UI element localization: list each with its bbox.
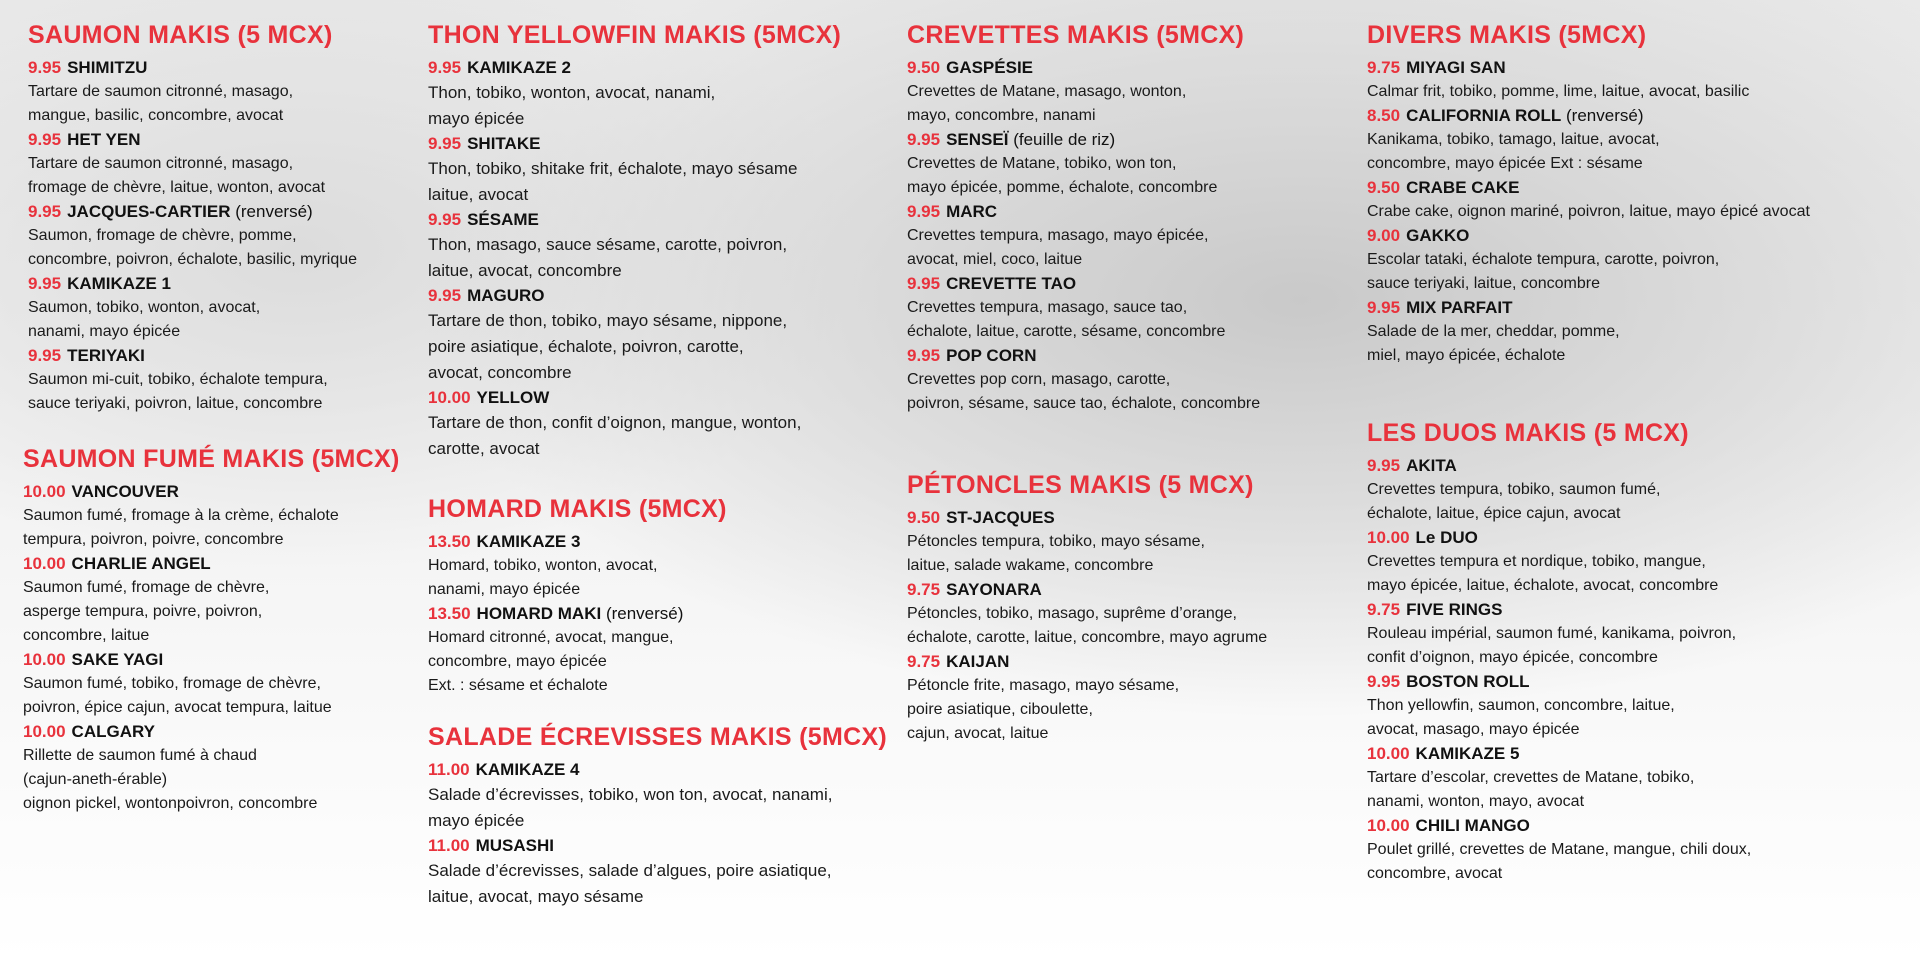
description-line: Tartare de saumon citronné, masago, <box>28 83 294 100</box>
menu-item-header <box>907 650 1267 674</box>
item-price: 9.95 <box>28 58 62 77</box>
item-name: GASPÉSIE <box>946 58 1034 77</box>
section-duos <box>1367 418 1751 886</box>
item-description <box>428 308 841 386</box>
item-name: CHARLIE ANGEL <box>71 554 211 573</box>
description-line: fromage de chèvre, laitue, wonton, avocat <box>28 179 326 196</box>
item-name: KAMIKAZE 5 <box>1415 744 1520 763</box>
description-line: laitue, avocat, concombre <box>428 261 622 280</box>
menu-item <box>1367 296 1810 368</box>
item-description <box>428 156 841 208</box>
description-line: Thon, tobiko, wonton, avocat, nanami, <box>428 83 716 102</box>
section-title: CREVETTES MAKIS (5MCX) <box>907 21 1245 49</box>
item-name: SHITAKE <box>467 134 541 153</box>
menu-item-header <box>1367 56 1810 80</box>
menu-item <box>428 56 841 132</box>
description-line: Poulet grillé, crevettes de Matane, mangue, chili doux, <box>1367 841 1752 858</box>
menu-item-header <box>28 56 357 80</box>
item-name: SHIMITZU <box>67 58 148 77</box>
item-description <box>28 296 357 344</box>
menu-item-header <box>428 602 727 626</box>
item-name: FIVE RINGS <box>1406 600 1503 619</box>
item-price: 10.00 <box>428 388 471 407</box>
menu-item-header <box>907 506 1267 530</box>
item-description <box>28 152 357 200</box>
item-description <box>428 858 887 910</box>
description-line: Tartare d’escolar, crevettes de Matane, tobiko, <box>1367 769 1695 786</box>
item-description <box>907 602 1267 650</box>
description-line: Thon, tobiko, shitake frit, échalote, mayo sésame <box>428 159 798 178</box>
item-description <box>1367 200 1810 224</box>
item-name: KAMIKAZE 3 <box>476 532 581 551</box>
item-description <box>1367 320 1810 368</box>
menu-item-header <box>1367 454 1751 478</box>
item-price: 10.00 <box>23 650 66 669</box>
description-line: sauce teriyaki, poivron, laitue, concombre <box>28 395 323 412</box>
menu-item <box>907 506 1267 578</box>
section-divers <box>1367 20 1810 368</box>
description-line: Tartare de thon, confit d’oignon, mangue, wonton, <box>428 413 802 432</box>
menu-item-header <box>907 272 1260 296</box>
item-name: KAMIKAZE 1 <box>67 274 171 293</box>
description-line: Tartare de saumon citronné, masago, <box>28 155 294 172</box>
description-line: poivron, épice cajun, avocat tempura, laitue <box>23 699 332 716</box>
description-line: Pétoncles tempura, tobiko, mayo sésame, <box>907 533 1205 550</box>
section-ecrevisses <box>428 722 887 910</box>
menu-item <box>428 386 841 462</box>
item-name: CALIFORNIA ROLL <box>1406 106 1562 125</box>
item-note: (renversé) <box>235 202 313 221</box>
menu-item-header <box>428 758 887 782</box>
description-line: confit d’oignon, mayo épicée, concombre <box>1367 649 1658 666</box>
description-line: nanami, mayo épicée <box>28 323 181 340</box>
item-name: MARC <box>946 202 998 221</box>
menu-item-header <box>1367 526 1751 550</box>
description-line: Homard citronné, avocat, mangue, <box>428 629 674 646</box>
description-line: Homard, tobiko, wonton, avocat, <box>428 557 658 574</box>
menu-item <box>907 650 1267 746</box>
menu-item <box>1367 526 1751 598</box>
menu-item <box>1367 598 1751 670</box>
item-price: 10.00 <box>23 722 66 741</box>
item-name: BOSTON ROLL <box>1406 672 1530 691</box>
description-line: Escolar tataki, échalote tempura, carotte, poivron, <box>1367 251 1720 268</box>
menu-item-header <box>428 834 887 858</box>
item-name: AKITA <box>1406 456 1457 475</box>
item-price: 9.95 <box>428 134 462 153</box>
description-line: Crevettes tempura, masago, sauce tao, <box>907 299 1188 316</box>
item-description <box>23 672 400 720</box>
description-line: poire asiatique, échalote, poivron, carotte, <box>428 337 744 356</box>
item-description <box>907 224 1260 272</box>
section-title: DIVERS MAKIS (5MCX) <box>1367 21 1647 49</box>
description-line: mayo épicée <box>428 109 525 128</box>
menu-item-header <box>428 386 841 410</box>
item-description <box>907 530 1267 578</box>
menu-item-header <box>428 530 727 554</box>
menu-item-header <box>1367 670 1751 694</box>
description-line: miel, mayo épicée, échalote <box>1367 347 1566 364</box>
item-description <box>1367 80 1810 104</box>
item-note: (feuille de riz) <box>1013 130 1116 149</box>
menu-item <box>28 344 357 416</box>
item-price: 10.00 <box>23 554 66 573</box>
menu-item <box>907 578 1267 650</box>
description-line: Salade d’écrevisses, salade d’algues, poire asiatique, <box>428 861 832 880</box>
item-price: 9.50 <box>1367 178 1401 197</box>
description-line: asperge tempura, poivre, poivron, <box>23 603 263 620</box>
item-name: SÉSAME <box>467 210 539 229</box>
item-name: KAMIKAZE 2 <box>467 58 571 77</box>
item-price: 9.75 <box>907 652 941 671</box>
item-note: (renversé) <box>605 604 684 623</box>
section-title: LES DUOS MAKIS (5 MCX) <box>1367 419 1689 447</box>
item-description <box>428 782 887 834</box>
item-price: 9.50 <box>907 58 941 77</box>
menu-item-header <box>23 720 400 744</box>
description-line: Salade d’écrevisses, tobiko, won ton, avocat, nanami, <box>428 785 833 804</box>
item-description <box>907 152 1260 200</box>
menu-item <box>907 128 1260 200</box>
description-line: Thon yellowfin, saumon, concombre, laitue, <box>1367 697 1675 714</box>
item-name: SAYONARA <box>946 580 1042 599</box>
item-name: YELLOW <box>476 388 550 407</box>
description-line: concombre, poivron, échalote, basilic, myrique <box>28 251 358 268</box>
item-price: 9.95 <box>1367 298 1401 317</box>
section-saumon <box>28 20 357 416</box>
item-name: CALGARY <box>71 722 155 741</box>
item-name: POP CORN <box>946 346 1037 365</box>
section-petoncles <box>907 470 1267 746</box>
description-line: Saumon fumé, fromage à la crème, échalote <box>23 507 339 524</box>
item-description <box>907 296 1260 344</box>
section-title: HOMARD MAKIS (5MCX) <box>428 495 727 523</box>
item-price: 9.95 <box>428 286 462 305</box>
section-title: SAUMON MAKIS (5 MCX) <box>28 21 333 49</box>
description-line: sauce teriyaki, laitue, concombre <box>1367 275 1600 292</box>
menu-item <box>1367 56 1810 104</box>
item-name: SENSEÏ <box>946 130 1009 149</box>
description-line: concombre, avocat <box>1367 865 1503 882</box>
item-description <box>1367 766 1751 814</box>
description-line: Crabe cake, oignon mariné, poivron, laitue, mayo épicé avocat <box>1367 203 1810 220</box>
item-description <box>907 368 1260 416</box>
description-line: Crevettes pop corn, masago, carotte, <box>907 371 1171 388</box>
menu-item-header <box>28 128 357 152</box>
item-description <box>28 368 357 416</box>
item-price: 13.50 <box>428 604 471 623</box>
menu-item-header <box>23 480 400 504</box>
menu-item-header <box>28 344 357 368</box>
description-line: poire asiatique, ciboulette, <box>907 701 1093 718</box>
item-description <box>428 626 727 698</box>
menu-item-header <box>428 56 841 80</box>
menu-item-header <box>907 128 1260 152</box>
item-description <box>1367 248 1810 296</box>
section-saumon-fume <box>23 444 400 816</box>
item-description <box>1367 622 1751 670</box>
item-note: (renversé) <box>1566 106 1644 125</box>
item-name: HOMARD MAKI <box>476 604 602 623</box>
menu-item-header <box>23 648 400 672</box>
menu-item-header <box>907 344 1260 368</box>
menu-item <box>23 480 400 552</box>
item-price: 8.50 <box>1367 106 1401 125</box>
item-description <box>28 224 357 272</box>
item-description <box>1367 838 1751 886</box>
item-price: 9.95 <box>907 346 941 365</box>
item-name: KAMIKAZE 4 <box>475 760 580 779</box>
description-line: Ext. : sésame et échalote <box>428 677 608 694</box>
menu-item-header <box>907 200 1260 224</box>
description-line: avocat, miel, coco, laitue <box>907 251 1083 268</box>
item-price: 11.00 <box>428 836 470 855</box>
item-price: 9.95 <box>428 58 462 77</box>
section-title: SALADE ÉCREVISSES MAKIS (5MCX) <box>428 723 888 751</box>
menu-item <box>907 272 1260 344</box>
item-name: MUSASHI <box>475 836 555 855</box>
menu-item <box>428 208 841 284</box>
item-description <box>1367 694 1751 742</box>
menu-item-header <box>28 200 357 224</box>
description-line: Crevettes de Matane, tobiko, won ton, <box>907 155 1177 172</box>
menu-item-header <box>428 208 841 232</box>
menu-item <box>428 530 727 602</box>
section-crevettes <box>907 20 1260 416</box>
item-name: MAGURO <box>467 286 545 305</box>
item-name: MIX PARFAIT <box>1406 298 1513 317</box>
menu-item <box>428 758 887 834</box>
description-line: Tartare de thon, tobiko, mayo sésame, nippone, <box>428 311 788 330</box>
item-name: CHILI MANGO <box>1415 816 1530 835</box>
description-line: avocat, concombre <box>428 363 572 382</box>
description-line: Saumon fumé, tobiko, fromage de chèvre, <box>23 675 321 692</box>
description-line: nanami, mayo épicée <box>428 581 581 598</box>
item-description <box>907 80 1260 128</box>
item-name: GAKKO <box>1406 226 1470 245</box>
description-line: carotte, avocat <box>428 439 540 458</box>
description-line: concombre, mayo épicée Ext : sésame <box>1367 155 1643 172</box>
item-description <box>1367 128 1810 176</box>
menu-item-header <box>1367 104 1810 128</box>
item-name: SAKE YAGI <box>71 650 164 669</box>
section-homard <box>428 494 727 698</box>
description-line: oignon pickel, wontonpoivron, concombre <box>23 795 318 812</box>
item-description <box>428 410 841 462</box>
item-description <box>1367 550 1751 598</box>
item-price: 11.00 <box>428 760 470 779</box>
menu-item <box>1367 670 1751 742</box>
item-price: 9.95 <box>1367 672 1401 691</box>
description-line: tempura, poivron, poivre, concombre <box>23 531 284 548</box>
menu-item-header <box>1367 814 1751 838</box>
menu-item-header <box>1367 224 1810 248</box>
item-price: 9.50 <box>907 508 941 527</box>
menu-item <box>907 200 1260 272</box>
item-name: TERIYAKI <box>67 346 145 365</box>
menu-item-header <box>907 578 1267 602</box>
item-price: 9.95 <box>907 274 941 293</box>
item-price: 9.95 <box>428 210 462 229</box>
item-price: 10.00 <box>1367 744 1410 763</box>
item-price: 9.95 <box>28 202 62 221</box>
menu-item <box>907 56 1260 128</box>
item-name: Le DUO <box>1415 528 1478 547</box>
menu-item <box>428 132 841 208</box>
description-line: Calmar frit, tobiko, pomme, lime, laitue, avocat, basilic <box>1367 83 1750 100</box>
section-title: SAUMON FUMÉ MAKIS (5MCX) <box>23 445 400 473</box>
item-name: CRABE CAKE <box>1406 178 1520 197</box>
item-description <box>23 744 400 816</box>
description-line: Pétoncle frite, masago, mayo sésame, <box>907 677 1180 694</box>
description-line: Crevettes de Matane, masago, wonton, <box>907 83 1187 100</box>
menu-item <box>1367 224 1810 296</box>
menu-item <box>1367 104 1810 176</box>
item-name: ST-JACQUES <box>946 508 1055 527</box>
description-line: mayo épicée, pomme, échalote, concombre <box>907 179 1218 196</box>
item-name: KAIJAN <box>946 652 1010 671</box>
description-line: mayo épicée, laitue, échalote, avocat, concombre <box>1367 577 1719 594</box>
item-description <box>23 576 400 648</box>
description-line: Salade de la mer, cheddar, pomme, <box>1367 323 1620 340</box>
item-description <box>428 80 841 132</box>
menu-item <box>428 602 727 698</box>
description-line: Crevettes tempura, masago, mayo épicée, <box>907 227 1209 244</box>
description-line: Saumon, fromage de chèvre, pomme, <box>28 227 297 244</box>
item-price: 10.00 <box>23 482 66 501</box>
item-description <box>23 504 400 552</box>
menu-item-header <box>907 56 1260 80</box>
description-line: Saumon mi-cuit, tobiko, échalote tempura, <box>28 371 328 388</box>
item-price: 10.00 <box>1367 528 1410 547</box>
menu-item-header <box>1367 296 1810 320</box>
item-price: 9.95 <box>907 202 941 221</box>
menu-item <box>1367 454 1751 526</box>
item-name: CREVETTE TAO <box>946 274 1077 293</box>
item-description <box>428 232 841 284</box>
description-line: Thon, masago, sauce sésame, carotte, poivron, <box>428 235 788 254</box>
section-title: PÉTONCLES MAKIS (5 MCX) <box>907 471 1254 499</box>
menu-item <box>23 720 400 816</box>
menu-item-header <box>428 284 841 308</box>
description-line: mangue, basilic, concombre, avocat <box>28 107 284 124</box>
menu-item <box>1367 742 1751 814</box>
description-line: Rouleau impérial, saumon fumé, kanikama, poivron, <box>1367 625 1737 642</box>
menu-item <box>1367 814 1751 886</box>
description-line: échalote, carotte, laitue, concombre, mayo agrume <box>907 629 1268 646</box>
description-line: Saumon fumé, fromage de chèvre, <box>23 579 270 596</box>
menu-item <box>428 834 887 910</box>
description-line: Kanikama, tobiko, tamago, laitue, avocat, <box>1367 131 1660 148</box>
item-name: HET YEN <box>67 130 141 149</box>
menu-item <box>907 344 1260 416</box>
item-price: 9.75 <box>1367 58 1401 77</box>
description-line: Pétoncles, tobiko, masago, suprême d’orange, <box>907 605 1237 622</box>
item-price: 9.95 <box>28 130 62 149</box>
menu-item <box>28 272 357 344</box>
item-name: JACQUES-CARTIER <box>67 202 231 221</box>
menu-item-header <box>1367 598 1751 622</box>
item-price: 9.95 <box>907 130 941 149</box>
menu-item-header <box>1367 742 1751 766</box>
description-line: avocat, masago, mayo épicée <box>1367 721 1580 738</box>
description-line: laitue, avocat <box>428 185 529 204</box>
description-line: cajun, avocat, laitue <box>907 725 1049 742</box>
item-name: VANCOUVER <box>71 482 179 501</box>
item-description <box>28 80 357 128</box>
menu-item-header <box>428 132 841 156</box>
menu-item-header <box>1367 176 1810 200</box>
item-price: 9.75 <box>1367 600 1401 619</box>
description-line: laitue, avocat, mayo sésame <box>428 887 644 906</box>
section-thon <box>428 20 841 462</box>
item-name: MIYAGI SAN <box>1406 58 1506 77</box>
item-price: 9.95 <box>28 346 62 365</box>
description-line: poivron, sésame, sauce tao, échalote, concombre <box>907 395 1261 412</box>
menu-item <box>428 284 841 386</box>
item-description <box>1367 478 1751 526</box>
description-line: Rillette de saumon fumé à chaud <box>23 747 257 764</box>
description-line: Saumon, tobiko, wonton, avocat, <box>28 299 261 316</box>
description-line: mayo, concombre, nanami <box>907 107 1096 124</box>
item-price: 9.95 <box>1367 456 1401 475</box>
section-title: THON YELLOWFIN MAKIS (5MCX) <box>428 21 842 49</box>
menu-item <box>23 552 400 648</box>
description-line: concombre, laitue <box>23 627 150 644</box>
item-price: 13.50 <box>428 532 471 551</box>
item-price: 9.00 <box>1367 226 1401 245</box>
description-line: échalote, laitue, carotte, sésame, concombre <box>907 323 1226 340</box>
item-price: 9.75 <box>907 580 941 599</box>
item-description <box>907 674 1267 746</box>
menu-item <box>28 200 357 272</box>
description-line: Crevettes tempura et nordique, tobiko, mangue, <box>1367 553 1706 570</box>
description-line: Crevettes tempura, tobiko, saumon fumé, <box>1367 481 1661 498</box>
item-price: 9.95 <box>28 274 62 293</box>
description-line: laitue, salade wakame, concombre <box>907 557 1154 574</box>
menu-item-header <box>28 272 357 296</box>
menu-item <box>23 648 400 720</box>
item-description <box>428 554 727 602</box>
description-line: échalote, laitue, épice cajun, avocat <box>1367 505 1621 522</box>
item-price: 10.00 <box>1367 816 1410 835</box>
description-line: nanami, wonton, mayo, avocat <box>1367 793 1585 810</box>
description-line: concombre, mayo épicée <box>428 653 607 670</box>
menu-item <box>28 128 357 200</box>
description-line: (cajun-aneth-érable) <box>23 771 168 788</box>
menu-item <box>28 56 357 128</box>
menu-item-header <box>23 552 400 576</box>
menu-item <box>1367 176 1810 224</box>
description-line: mayo épicée <box>428 811 525 830</box>
